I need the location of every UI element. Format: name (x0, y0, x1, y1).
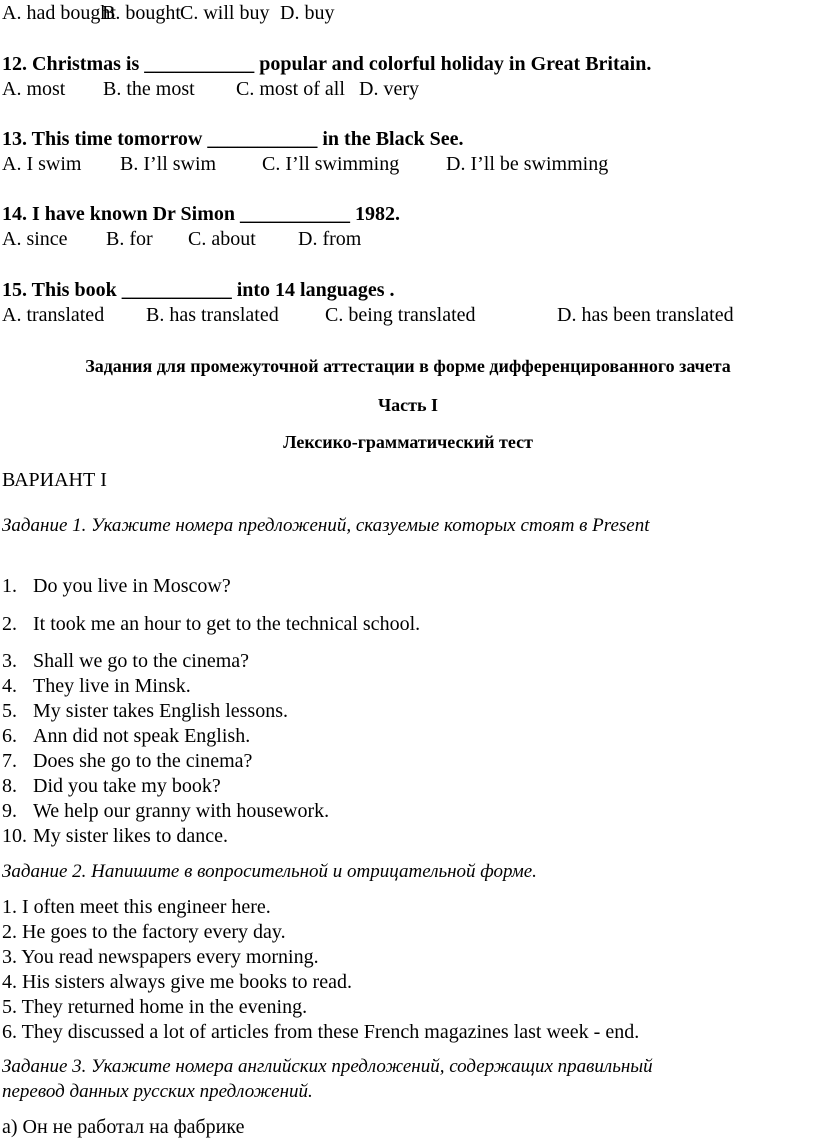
list-item: 6. They discussed a lot of articles from these French magazines last week - end. (2, 1021, 640, 1043)
option: A. translated (2, 304, 105, 326)
document-page: A. had bought B. bought C. will buy D. buy 12. Christmas is ___________ popular and colorful holiday in Great Britain. A. most B. the most C. most of all D. very 13. This time tomorrow ___________ in the Black See. A. I swim B. I’ll swim C. I’ll swimming D. I’ll be swimming 14. I have known Dr Simon ___________ 1982. A. since B. for C. about D. from 15. This book ___________ into 14 languages . A. translated B. has translated C. being translated D. has been translated Задания для промежуточной аттестации в форме дифференцированного зачета Часть I Лексико-грамматический тест ВАРИАНТ I Задание 1. Укажите номера предложений, сказуемые которых стоят в Present 1. Do you live in Moscow? 2. It took me an hour to get to the technical school. 3. Shall we go to the cinema? 4. They live in Minsk. 5. My sister takes English lessons. 6. Ann did not speak English. 7. Does she go to the cinema? 8. Did you take my book? 9. We help our granny with housework. 10. My sister likes to dance. Задание 2. Напишите в вопросительной и отрицательной форме. 1. I often meet this engineer here. 2. He goes to the factory every day. 3. You read newspapers every morning. 4. His sisters always give me books to read. 5. They returned home in the evening. 6. They discussed a lot of articles from these French magazines last week - end. Задание 3. Укажите номера английских предложений, содержащих правильный перевод данных русских предложений. а) Он не работал на фабрике (0, 0, 816, 1141)
option: C. being translated (325, 304, 476, 326)
task1-title: Задание 1. Укажите номера предложений, сказуемые которых стоят в Present (2, 515, 650, 536)
option: C. will buy (180, 2, 270, 24)
task3-item-a: а) Он не работал на фабрике (2, 1116, 245, 1138)
list-item: 3. You read newspapers every morning. (2, 946, 319, 968)
q12-text: 12. Christmas is ___________ popular and colorful holiday in Great Britain. (2, 53, 652, 75)
list-item: 5. They returned home in the evening. (2, 996, 308, 1018)
option: B. has translated (146, 304, 279, 326)
option: B. for (106, 228, 153, 250)
q13-text: 13. This time tomorrow ___________ in the Black See. (2, 128, 464, 150)
option: A. most (2, 78, 66, 100)
option: D. has been translated (557, 304, 734, 326)
task2-title: Задание 2. Напишите в вопросительной и отрицательной форме. (2, 861, 537, 882)
option: B. I’ll swim (120, 153, 217, 175)
part-heading: Часть I (377, 395, 439, 415)
option: A. since (2, 228, 68, 250)
list-item: 1. I often meet this engineer here. (2, 896, 271, 918)
task3-title-line2: перевод данных русских предложений. (2, 1081, 313, 1102)
option: A. I swim (2, 153, 82, 175)
variant-label: ВАРИАНТ I (2, 469, 107, 491)
option: D. I’ll be swimming (446, 153, 609, 175)
option: B. bought (102, 2, 181, 24)
option: A. had bought (2, 2, 116, 24)
list-item: 4. His sisters always give me books to read. (2, 971, 352, 993)
option: C. about (188, 228, 256, 250)
test-title: Лексико-грамматический тест (283, 432, 533, 452)
option: C. I’ll swimming (262, 153, 400, 175)
option: C. most of all (236, 78, 345, 100)
option: D. buy (280, 2, 335, 24)
q14-text: 14. I have known Dr Simon ___________ 1982. (2, 203, 401, 225)
option: B. the most (103, 78, 195, 100)
section-title: Задания для промежуточной аттестации в форме дифференцированного зачета (85, 356, 731, 376)
q15-text: 15. This book ___________ into 14 languages . (2, 279, 395, 301)
option: D. very (359, 78, 419, 100)
list-item: 2. He goes to the factory every day. (2, 921, 286, 943)
option: D. from (298, 228, 362, 250)
task3-title-line1: Задание 3. Укажите номера английских предложений, содержащих правильный (2, 1056, 653, 1077)
